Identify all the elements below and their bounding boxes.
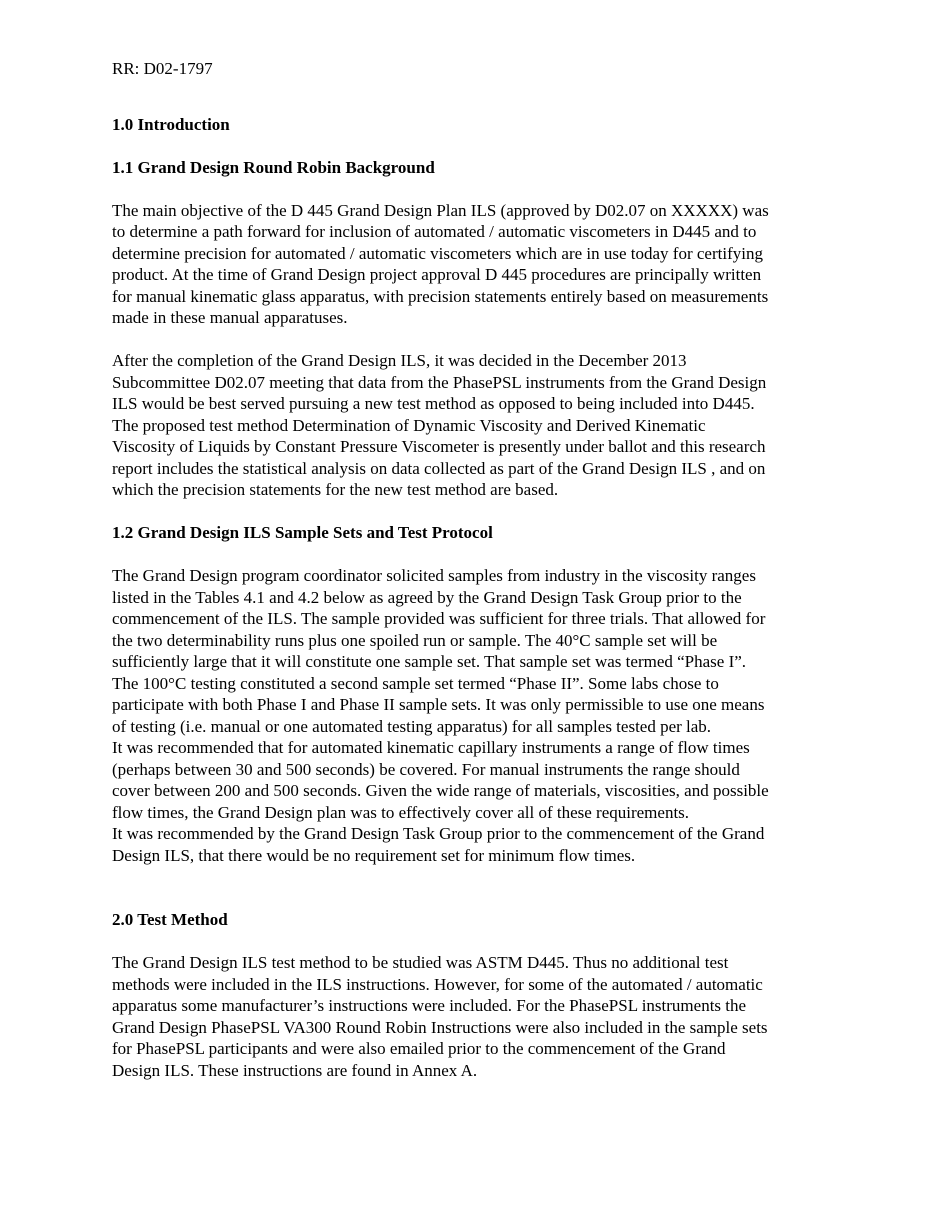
paragraph-line: the two determinability runs plus one spoiled run or sample. The 40°C sample set will be xyxy=(112,630,718,650)
paragraph-line: which the precision statements for the new test method are based. xyxy=(112,480,559,499)
paragraph-line: for PhasePSL participants and were also emailed prior to the commencement of the Grand xyxy=(112,1039,726,1058)
paragraph-line: The Grand Design program coordinator solicited samples from industry in the viscosity ranges xyxy=(112,566,756,585)
paragraph-line: to determine a path forward for inclusion of automated / automatic viscometers in D445 and to xyxy=(112,222,757,241)
paragraph-line: After the completion of the Grand Design ILS, it was decided in the December 2013 xyxy=(112,351,687,370)
paragraph-line: Design ILS, that there would be no requirement set for minimum flow times. xyxy=(112,845,636,865)
paragraph-line: flow times, the Grand Design plan was to effectively cover all of these requirements. xyxy=(112,802,690,822)
paragraph-line: ILS would be best served pursuing a new test method as opposed to being included into D445. xyxy=(112,394,755,413)
paragraph-line: of testing (i.e. manual or one automated testing apparatus) for all samples tested per lab. xyxy=(112,716,712,736)
paragraph-line: Subcommittee D02.07 meeting that data from the PhasePSL instruments from the Grand Design xyxy=(112,372,767,392)
paragraph-line: participate with both Phase I and Phase II sample sets. It was only permissible to use one means xyxy=(112,695,765,714)
sample-paragraph-3 xyxy=(112,823,842,866)
paragraph-line: product. At the time of Grand Design project approval D 445 procedures are principally written xyxy=(112,265,762,284)
paragraph-line: made in these manual apparatuses. xyxy=(112,308,348,327)
paragraph-line: determine precision for automated / automatic viscometers which are in use today for certifying xyxy=(112,243,763,263)
paragraph-line: The Grand Design ILS test method to be studied was ASTM D445. Thus no additional test xyxy=(112,953,729,972)
paragraph-line: cover between 200 and 500 seconds. Given the wide range of materials, viscosities, and possible xyxy=(112,781,769,800)
paragraph-line: (perhaps between 30 and 500 seconds) be covered. For manual instruments the range should xyxy=(112,759,740,779)
paragraph-line: commencement of the ILS. The sample provided was sufficient for three trials. That allowed for xyxy=(112,609,766,628)
paragraph-line: Design ILS. These instructions are found in Annex A. xyxy=(112,1060,478,1080)
paragraph-line: The proposed test method Determination of Dynamic Viscosity and Derived Kinematic xyxy=(112,415,706,435)
paragraph-line: report includes the statistical analysis on data collected as part of the Grand Design ILS , and on xyxy=(112,458,766,478)
paragraph-line: Viscosity of Liquids by Constant Pressure Viscometer is presently under ballot and this research xyxy=(112,437,766,456)
background-paragraph-1 xyxy=(112,200,842,329)
paragraph-line: apparatus some manufacturer’s instructions were included. For the PhasePSL instruments the xyxy=(112,996,747,1015)
paragraph-line: methods were included in the ILS instructions. However, for some of the automated / automatic xyxy=(112,974,763,994)
paragraph-line: The 100°C testing constituted a second sample set termed “Phase II”. Some labs chose to xyxy=(112,673,719,693)
section-heading-test-method: 2.0 Test Method xyxy=(112,910,228,929)
paragraph-line: for manual kinematic glass apparatus, with precision statements entirely based on measurements xyxy=(112,286,769,306)
sample-paragraph-1 xyxy=(112,565,842,737)
document-page xyxy=(112,58,842,1081)
paragraph-line: sufficiently large that it will constitute one sample set. That sample set was termed “Phase I”. xyxy=(112,652,747,671)
section-heading-background: 1.1 Grand Design Round Robin Background xyxy=(112,157,435,177)
paragraph-line: Grand Design PhasePSL VA300 Round Robin Instructions were also included in the sample sets xyxy=(112,1017,768,1037)
paragraph-line: It was recommended that for automated kinematic capillary instruments a range of flow times xyxy=(112,738,750,757)
method-paragraph-1 xyxy=(112,952,842,1081)
report-reference: RR: D02-1797 xyxy=(112,59,213,78)
sample-paragraph-2 xyxy=(112,737,842,823)
paragraph-line: The main objective of the D 445 Grand Design Plan ILS (approved by D02.07 on XXXXX) was xyxy=(112,200,769,220)
section-heading-sample-sets: 1.2 Grand Design ILS Sample Sets and Test Protocol xyxy=(112,523,493,542)
paragraph-line: listed in the Tables 4.1 and 4.2 below as agreed by the Grand Design Task Group prior to the xyxy=(112,587,742,607)
background-paragraph-2 xyxy=(112,350,842,501)
section-heading-introduction: 1.0 Introduction xyxy=(112,114,230,134)
paragraph-line: It was recommended by the Grand Design Task Group prior to the commencement of the Grand xyxy=(112,824,765,843)
